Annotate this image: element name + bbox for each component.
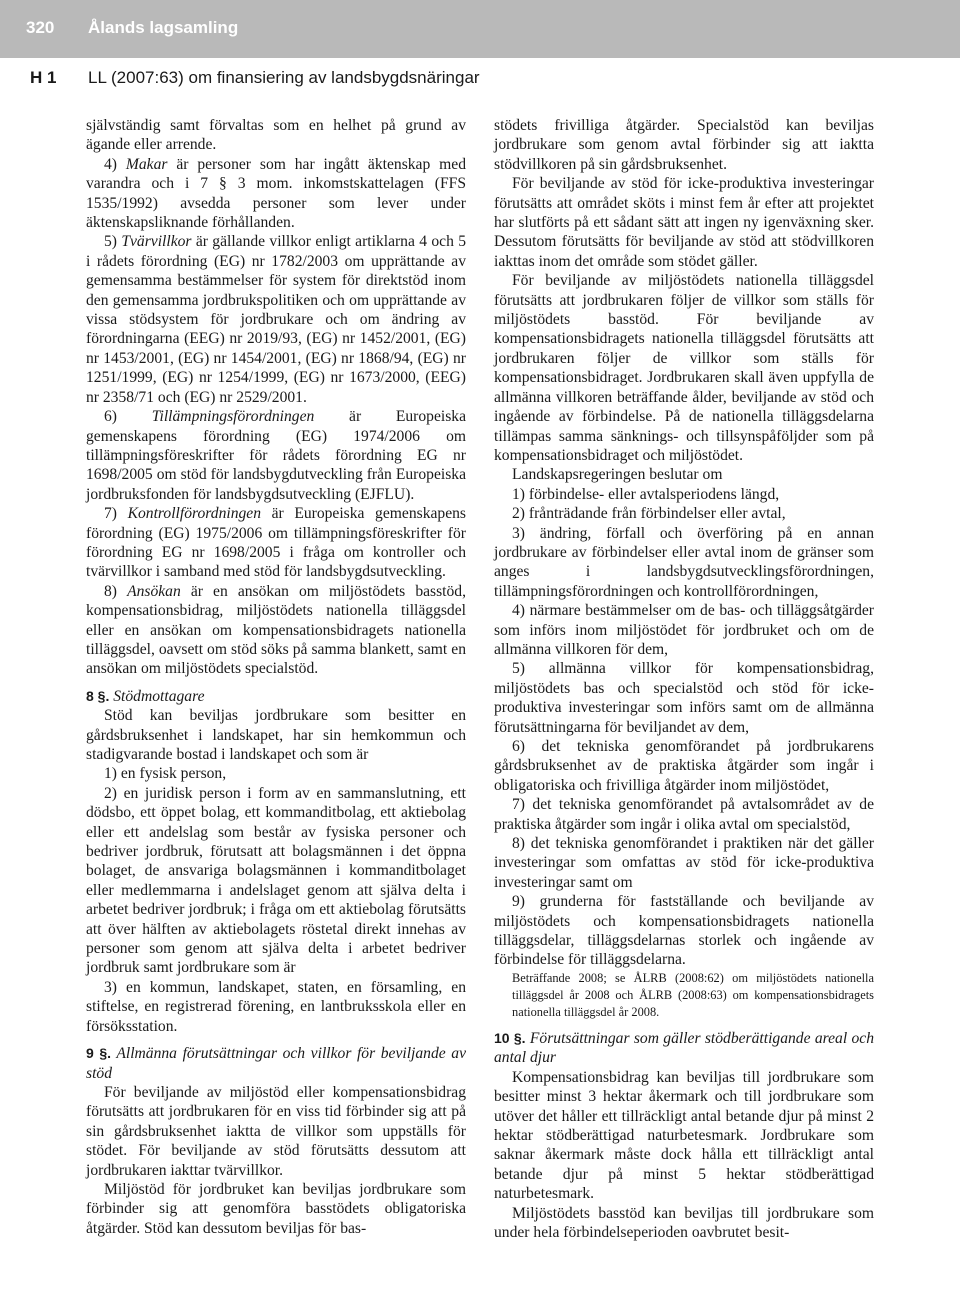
list-item: 9) grunderna för fastställande och beviljande av miljöstödets och kompensationsbidragets nationella tilläggsdelar, tilläggsdelarnas storlek och ingående av förbindelse för tilläggsdelarna. [494,893,874,969]
left-column [86,116,466,1238]
paragraph: självständig samt förvaltas som en helhet på grund av ägande eller arrende. [86,117,466,154]
list-item: 8) det tekniska genomförandet i praktiken när det gäller investeringar som omfattas av stöd för icke-produktiva investeringar samt om [494,835,874,891]
list-item: 6) det tekniska genomförandet på jordbrukarens gårdsbruksenhet av de praktiska åtgärder som ingår i obligatoriska och frivilliga åtgärder inom miljöstödet, [494,738,874,794]
law-title: LL (2007:63) om finansiering av landsbygdsnäringar [88,68,480,87]
paragraph: Landskapsregeringen beslutar om [512,466,723,484]
definition-8: 8) Ansökan är en ansökan om miljöstödets basstöd, kompensationsbidrag, miljöstödets nationella tilläggsdel eller en ansökan om kompensationsbidragets nationella tilläggsdel, oavsett om stöd söks på samma blankett, samt en ansökan om miljöstödets specialstöd. [86,582,467,678]
defined-term: Makar [125,155,168,173]
list-item: 3) en kommun, landskapet, staten, en församling, en stiftelse, en registrerad förening, en lantbruksskola eller en försöksstation. [86,978,466,1035]
book-title: Ålands lagsamling [88,18,239,37]
defined-term: Kontrollförordningen [127,505,262,523]
editorial-note: Beträffande 2008; se ÅLRB (2008:62) om miljöstödets nationella tilläggsdel år 2008 och ÅLRB (2008:63) om kompensationsbidragets nationella tilläggsdel år 2008. [512,970,874,1019]
list-item: 7) det tekniska genomförandet på avtalsområdet av de praktiska åtgärder som ingår i olika avtal om specialstöd, [494,796,874,833]
paragraph: Miljöstödets basstöd kan beviljas till jordbrukare som under hela förbindelseperioden oavbrutet besit- [494,1204,874,1241]
page-number: 320 [26,18,55,37]
definition-7: 7) Kontrollförordningen är Europeiska gemenskapens förordning (EG) 1975/2006 om tillämpningsföreskrifter för förordning EG nr 1698/2005 i fråga om kontroller och tvärvillkor i samband med stöd för landsbygdsutveckling. [86,505,466,581]
list-item: 1) en fysisk person, [104,765,227,783]
definition-6: 6) Tillämpningsförordningen är Europeiska gemenskapens förordning (EG) 1974/2006 om tillämpningsföreskrifter för rådets förordning EG nr 1698/2005 om stöd för landsbygdutveckling från Europeiska jordbruksfonden för landsbygdsutveckling (EJFLU). [86,408,466,503]
chapter-label: H 1 [30,68,57,87]
paragraph: Stöd kan beviljas jordbrukare som besitter en gårdsbruksenhet i landskapet, har sin hemkommun och stadigvarande bostad i landskapet och som är [86,707,466,763]
defined-term: Tillämpningsförordningen [151,408,315,426]
list-item: 5) allmänna villkor för kompensationsbidrag, miljöstödets bas och specialstöd och stöd för icke-produktiva investeringar som införs samt om de allmänna förutsättningarna för beviljandet av dem, [494,660,874,736]
section-heading-8: 8 §. Stödmottagare [86,687,205,705]
list-item: 2) frånträdande från förbindelser eller avtal, [512,505,786,523]
defined-term: Ansökan [127,582,181,600]
list-item: 1) förbindelse- eller avtalsperiodens längd, [512,485,780,503]
paragraph: stödets frivilliga åtgärder. Specialstöd kan beviljas jordbrukare som genom avtal förbinder sig att iaktta stödvillkoren på sin gårdsbruksenhet. [494,117,874,173]
paragraph: För beviljande av stöd för icke-produktiva investeringar förutsätts att området sköts i minst fem år efter att projektet har slutförts på ett sådant sätt att ingen ny igenväxning sker. Dessutom förutsätts för beviljande av stöd att stödvillkoren iakttas inom det område som stödet gäller. [494,175,874,270]
defined-term: Tvärvillkor [121,233,192,251]
right-column [494,116,874,1242]
paragraph: Miljöstöd för jordbruket kan beviljas jordbrukare som förbinder sig att genomföra basstödets obligatoriska åtgärder. Stöd kan dessutom beviljas för bas- [86,1180,466,1237]
paragraph: För beviljande av miljöstöd eller kompensationsbidrag förutsätts att jordbrukaren för en viss tid förbinder sig att på sin gårdsbruksenhet iaktta de villkor som uppställs för stödet. För beviljande av stöd förutsätts dessutom att jordbrukaren iakttar tvärvillkor. [86,1083,466,1179]
section-heading-10: 10 §. Förutsättningar som gäller stödberättigande areal och antal djur [494,1029,874,1067]
section-heading-9: 9 §. Allmänna förutsättningar och villkor för beviljande av stöd [86,1045,466,1082]
paragraph: Kompensationsbidrag kan beviljas till jordbrukare som besitter minst 3 hektar åkermark och till jordbrukare som utöver det håller ett tillräckligt antal betande djur på minst 2 hektar stödberättigad naturbetesmark. Jordbrukare som saknar åkermark måste dock hålla ett tillräckligt antal betande djur på minst 5 hektar stödberättigad naturbetesmark. [494,1068,874,1203]
running-header [0,68,960,90]
list-item: 2) en juridisk person i form av en sammanslutning, ett dödsbo, ett öppet bolag, ett kommanditbolag, ett aktiebolag eller ett andelslag som består av fysiska personer och bedriver jordbruk, förutsatt att bolagsmännen i det öppna bolaget, de ansvariga bolagsmännen i kommanditbolaget eller medlemmarna i andelslaget genom att själva delta i arbetet bedriver jordbruk; i fråga om ett aktiebolag förutsätts att över hälften av aktiebolagets röstetal direkt innehas av personer som genom att själva delta i arbetet bedriver jordbruk samt jordbrukare som är [86,784,466,977]
definition-5: 5) Tvärvillkor är gällande villkor enligt artiklarna 4 och 5 i rådets förordning (EG) nr 1782/2003 om upprättande av gemensamma bestämmelser för system för direktstöd inom den gemensamma jordbrukspolitiken och om upprättande av vissa stödsystem för jordbrukare och om ändring av förordningarna (EEG) nr 2019/93, (EG) nr 1452/2001, (EG) nr 1453/2001, (EG) nr 1454/2001, (EG) nr 1868/94, (EG) nr 1251/1999, (EG) nr 1254/1999, (EG) nr 1673/2000, (EEG) nr 2358/71 och (EG) nr 2529/2001. [86,233,466,406]
paragraph: För beviljande av miljöstödets nationella tilläggsdel förutsätts att jordbrukaren följer de villkor som ställs för miljöstödets basstöd. För beviljande av kompensationsbidragets nationella tilläggsdel förutsätts att jordbrukaren följer de villkor som ställs för kompensationsbidraget. Jordbrukaren skall även uppfylla de allmänna villkoren beträffande ålder, beviljande av stöd och ingående av förbindelse. På de nationella tilläggsdelarna tillämpas samma sänknings- och tillsynspåföljder som på kompensationsbidraget och miljöstödet. [494,272,874,464]
list-item: 3) ändring, förfall och överföring på en annan jordbrukare av förbindelser eller avtal inom de gränser som anges i landsbygdsutvecklingsförordningen, tillämpningsförordningen och kontrollförordningen, [494,524,874,600]
page-header [0,0,960,58]
definition-4: 4) Makar är personer som har ingått äktenskap med varandra och i 7 § 3 mom. inkomstskattelagen (FFS 1535/1992) avsedda personer som lever under äktenskapsliknande förhållanden. [86,155,466,232]
list-item: 4) närmare bestämmelser om de bas- och tilläggsåtgärder som införs inom miljöstödet för jordbruket och om de allmänna villkoren för dem, [494,602,874,658]
